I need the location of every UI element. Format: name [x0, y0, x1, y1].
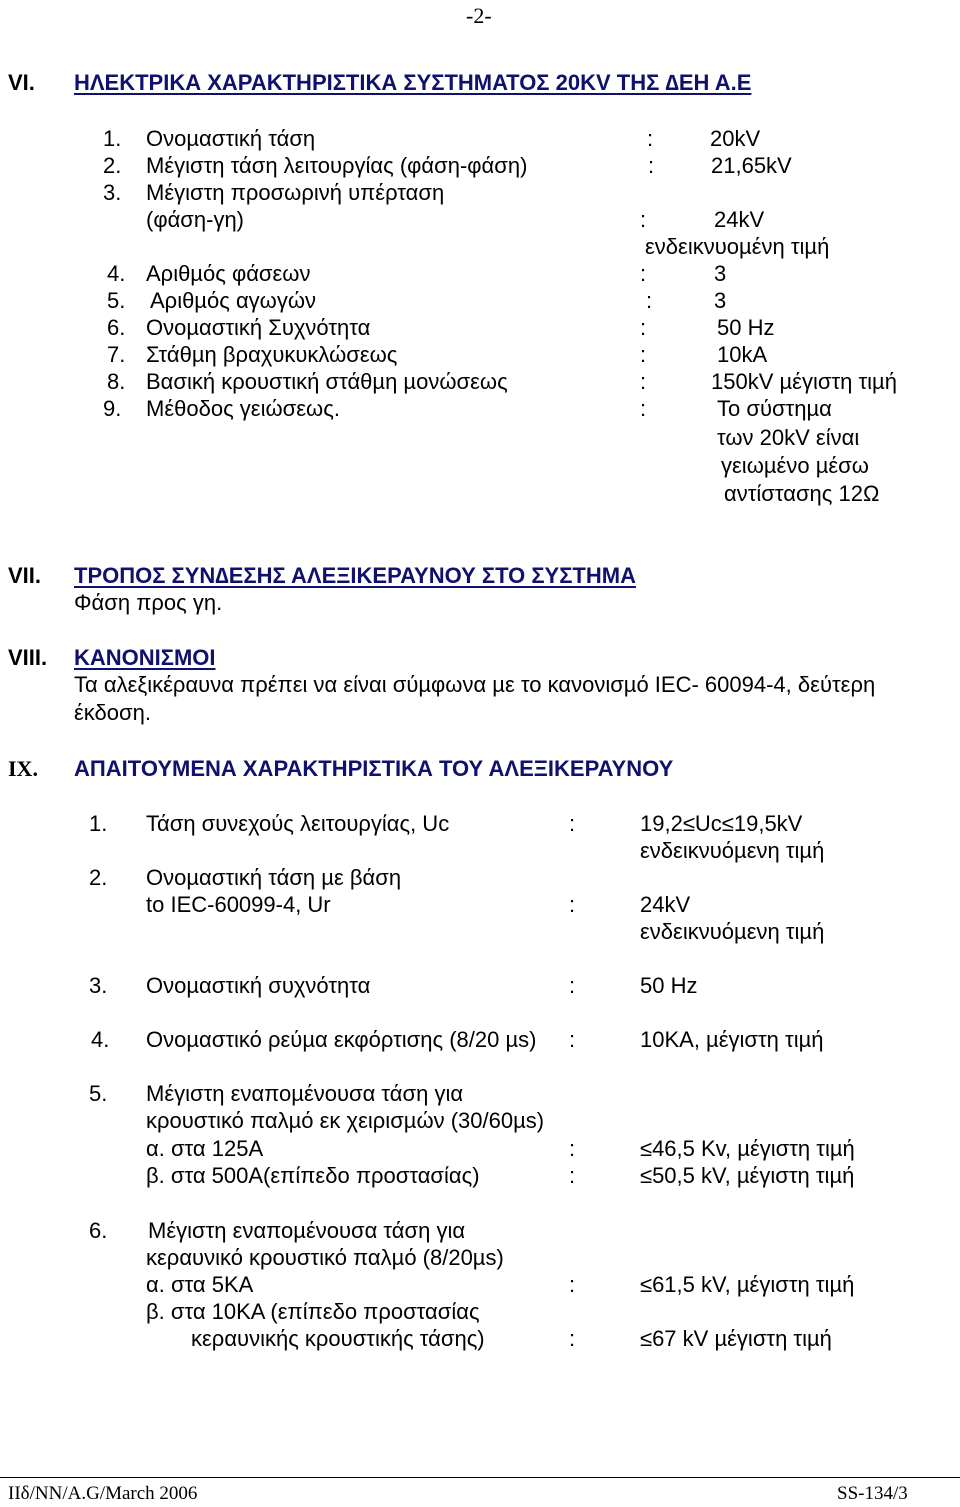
item-number: 2.	[103, 153, 122, 178]
item-label: Αριθµός φάσεων	[146, 261, 311, 286]
subitem-colon: :	[569, 1272, 576, 1297]
item-value: 21,65kV	[711, 153, 792, 178]
subitem-label: β. στα 10KA (επίπεδο προστασίας	[146, 1299, 480, 1324]
item-number: 4.	[91, 1027, 110, 1052]
item-number: 6.	[107, 315, 126, 340]
item-label: Μέγιστη εναποµένουσα τάση για	[148, 1218, 466, 1243]
section-vi-numeral: VI.	[8, 70, 35, 95]
item-number: 1.	[103, 126, 122, 151]
item-label: Αριθµός αγωγών	[150, 288, 317, 313]
item-colon: :	[647, 126, 654, 151]
subitem-colon: :	[569, 1326, 576, 1351]
section-vi-title: ΗΛΕΚΤΡΙΚΑ ΧΑΡΑΚΤΗΡΙΣΤΙΚΑ ΣΥΣΤΗΜΑΤΟΣ 20KV ΤΗΣ ∆ΕΗ Α.Ε	[74, 70, 752, 95]
item-value: 3	[714, 288, 727, 313]
item-value-line2: των 20kV είναι	[717, 425, 860, 450]
item-colon: :	[640, 261, 647, 286]
item-label-cont: κρουστικό παλµό εκ χειρισµών (30/60µs)	[146, 1108, 545, 1133]
item-number: 6.	[89, 1218, 108, 1243]
item-label: Μέθοδος γειώσεως.	[146, 396, 340, 421]
item-value-note: ενδεικνυοµένη τιµή	[645, 234, 830, 259]
item-label-cont: to IEC-60099-4, Ur	[146, 892, 331, 917]
item-colon: :	[569, 892, 576, 917]
item-value: 50 Hz	[640, 973, 698, 998]
item-label: Βασική κρουστική στάθµη µονώσεως	[146, 369, 508, 394]
item-number: 1.	[89, 811, 108, 836]
item-value: 24kV	[640, 892, 691, 917]
subitem-colon: :	[569, 1136, 576, 1161]
footer-doc-ref: ΙΙδ/ΝΝ/Α.G/March 2006	[8, 1483, 198, 1504]
subitem-label: α. στα 125A	[146, 1136, 264, 1161]
section-vii-title: ΤΡΟΠΟΣ ΣΥΝ∆ΕΣΗΣ ΑΛΕΞΙΚΕΡΑΥΝΟΥ ΣΤΟ ΣΥΣΤΗΜΑ	[74, 563, 636, 588]
item-value-note: ενδεικνυόµενη τιµή	[640, 838, 825, 863]
section-ix-title: ΑΠΑΙΤΟΥΜΕΝΑ ΧΑΡΑΚΤΗΡΙΣΤΙΚΑ ΤΟΥ ΑΛΕΞΙΚΕΡΑΥΝΟΥ	[74, 756, 674, 781]
item-label: Ονοµαστική τάση µε βάση	[146, 865, 402, 890]
item-value: 19,2≤Uc≤19,5kV	[640, 811, 803, 836]
subitem-value: ≤61,5 kV, µέγιστη τιµή	[640, 1272, 855, 1297]
item-label-cont: κεραυνικό κρουστικό παλµό (8/20µs)	[146, 1245, 504, 1270]
item-number: 7.	[107, 342, 126, 367]
item-number: 8.	[107, 369, 126, 394]
item-value: Το σύστηµα	[717, 396, 832, 421]
item-colon: :	[569, 1027, 576, 1052]
item-label: Τάση συνεχούς λειτουργίας, Uc	[146, 811, 450, 836]
footer-spec-number: SS-134/3	[837, 1483, 908, 1504]
section-vii-numeral: VII.	[8, 563, 42, 588]
subitem-label-cont: κεραυνικής κρουστικής τάσης)	[191, 1326, 485, 1351]
item-colon: :	[640, 315, 647, 340]
section-viii-text-line2: έκδοση.	[74, 700, 151, 725]
item-colon: :	[640, 342, 647, 367]
section-vii-text: Φάση προς γη.	[74, 590, 223, 615]
item-value: 150kV µέγιστη τιµή	[711, 369, 897, 394]
section-viii-text-line1: Τα αλεξικέραυνα πρέπει να είναι σύµφωνα µε το κανονισµό IEC- 60094-4, δεύτερη	[74, 672, 876, 697]
item-colon: :	[648, 153, 655, 178]
item-value: 20kV	[710, 126, 761, 151]
item-colon: :	[640, 396, 647, 421]
subitem-value: ≤67 kV µέγιστη τιµή	[640, 1326, 832, 1351]
item-value: 50 Hz	[717, 315, 775, 340]
item-value: 24kV	[714, 207, 765, 232]
item-value-note: ενδεικνυόµενη τιµή	[640, 919, 825, 944]
item-label: Ονοµαστική τάση	[146, 126, 316, 151]
item-number: 2.	[89, 865, 108, 890]
item-value: 3	[714, 261, 727, 286]
item-label-cont: (φάση-γη)	[146, 207, 245, 232]
item-value: 10kA	[717, 342, 768, 367]
item-number: 4.	[107, 261, 126, 286]
item-number: 3.	[89, 973, 108, 998]
item-colon: :	[640, 369, 647, 394]
subitem-label: α. στα 5KA	[146, 1272, 254, 1297]
item-colon: :	[646, 288, 653, 313]
item-number: 9.	[103, 396, 122, 421]
item-label: Μέγιστη τάση λειτουργίας (φάση-φάση)	[146, 153, 528, 178]
item-label: Μέγιστη εναποµένουσα τάση για	[146, 1081, 464, 1106]
item-label: Ονοµαστική συχνότητα	[146, 973, 371, 998]
item-number: 3.	[103, 180, 122, 205]
item-value: 10KA, µέγιστη τιµή	[640, 1027, 824, 1052]
subitem-colon: :	[569, 1163, 576, 1188]
item-value-line4: αντίστασης 12Ω	[724, 481, 880, 506]
item-colon: :	[569, 811, 576, 836]
item-label: Ονοµαστική Συχνότητα	[146, 315, 371, 340]
section-viii-numeral: VIII.	[8, 645, 48, 670]
item-colon: :	[569, 973, 576, 998]
page-number: -2-	[466, 3, 492, 28]
item-colon: :	[640, 207, 647, 232]
section-viii-title: ΚΑΝΟΝΙΣΜΟΙ	[74, 645, 216, 670]
item-number: 5.	[107, 288, 126, 313]
item-value-line3: γειωµένο µέσω	[721, 453, 869, 478]
item-label: Στάθµη βραχυκυκλώσεως	[146, 342, 398, 367]
item-number: 5.	[89, 1081, 108, 1106]
subitem-label: β. στα 500A(επίπεδο προστασίας)	[146, 1163, 480, 1188]
subitem-value: ≤50,5 kV, µέγιστη τιµή	[640, 1163, 855, 1188]
item-label: Ονοµαστικό ρεύµα εκφόρτισης (8/20 µs)	[146, 1027, 537, 1052]
subitem-value: ≤46,5 Kv, µέγιστη τιµή	[640, 1136, 855, 1161]
item-label: Μέγιστη προσωρινή υπέρταση	[146, 180, 445, 205]
footer-rule	[0, 1477, 960, 1478]
section-ix-numeral: IX.	[8, 756, 38, 781]
